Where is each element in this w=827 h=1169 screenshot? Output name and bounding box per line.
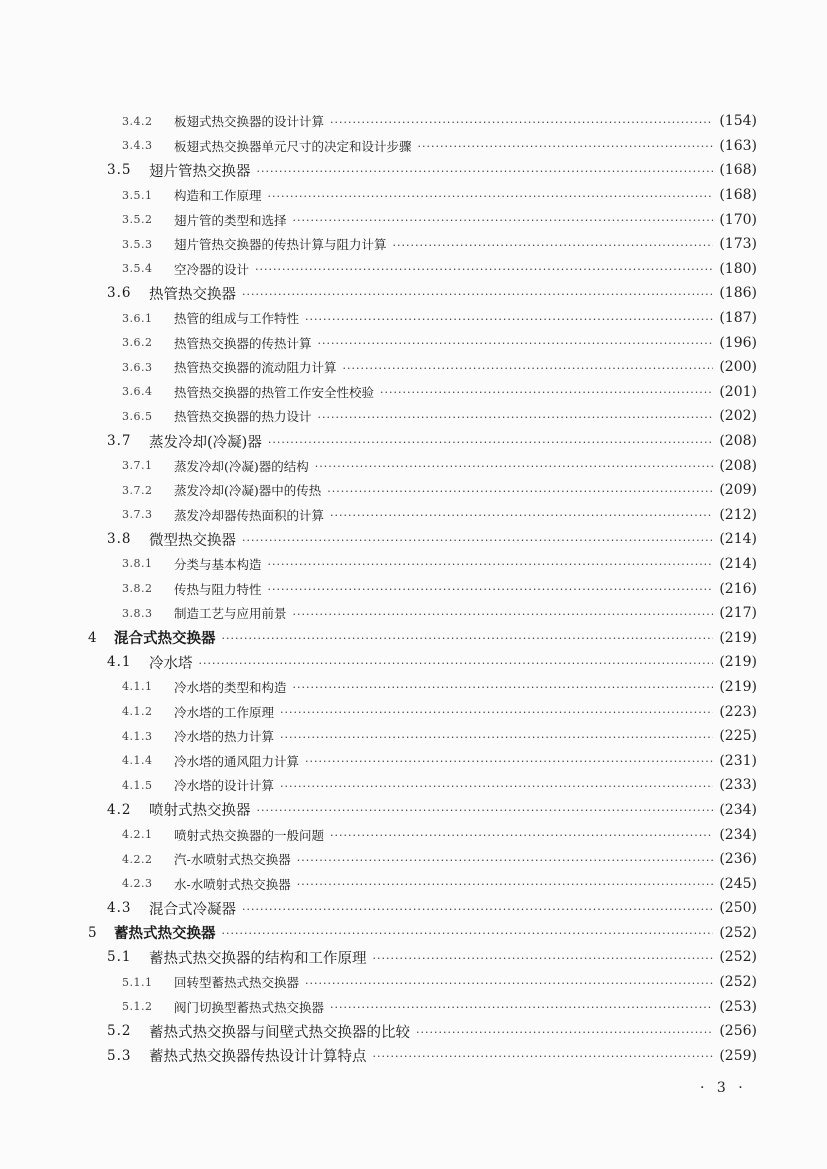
toc-entry-page: (208): [719, 457, 757, 474]
toc-entry-number: 4.1.5: [122, 778, 153, 792]
toc-entry[interactable]: [0, 896, 757, 921]
toc-entry-title: 蓄热式热交换器: [114, 926, 216, 943]
toc-entry-number: 3.5.2: [122, 213, 153, 227]
toc-entry[interactable]: [0, 822, 757, 847]
dot-leader: [297, 854, 714, 867]
toc-entry-title: 构造和工作原理: [174, 188, 262, 204]
dot-leader: [330, 116, 713, 129]
toc-entry-title: 翅片管热交换器: [149, 163, 251, 180]
toc-entry-number: 3.5.3: [122, 237, 153, 251]
toc-entry-title: 蒸发冷却(冷凝)器中的传热: [174, 483, 322, 499]
dot-leader: [380, 386, 713, 399]
toc-entry-page: (252): [719, 974, 757, 991]
toc-entry[interactable]: [0, 232, 757, 257]
toc-entry-title: 翅片管的类型和选择: [174, 212, 287, 228]
toc-entry-title: 喷射式热交换器: [149, 803, 251, 820]
toc-entry[interactable]: [0, 921, 757, 946]
toc-entry-page: (231): [719, 752, 757, 769]
toc-entry[interactable]: [0, 109, 757, 134]
toc-entry[interactable]: [0, 503, 757, 528]
toc-entry-title: 冷水塔的工作原理: [174, 704, 275, 720]
toc-entry[interactable]: [0, 330, 757, 355]
toc-entry-number: 4.2.1: [122, 828, 153, 842]
toc-entry[interactable]: [0, 601, 757, 626]
dot-leader: [343, 362, 714, 375]
toc-entry-number: 3.8.2: [122, 582, 153, 596]
dot-leader: [373, 1050, 714, 1063]
toc-entry[interactable]: [0, 650, 757, 675]
toc-entry[interactable]: [0, 380, 757, 405]
toc-entry-page: (245): [719, 875, 757, 892]
toc-entry-number: 3.8: [107, 531, 132, 548]
toc-entry-number: 3.7.1: [122, 459, 153, 473]
toc-entry-page: (187): [719, 310, 757, 327]
dot-leader: [257, 804, 714, 817]
toc-entry[interactable]: [0, 994, 757, 1019]
toc-entry-number: 3.7: [107, 433, 132, 450]
toc-entry-page: (170): [719, 211, 757, 228]
toc-entry-page: (253): [719, 998, 757, 1015]
toc-entry-page: (236): [719, 851, 757, 868]
dot-leader: [305, 755, 713, 768]
toc-entry-title: 蓄热式热交换器与间壁式热交换器的比较: [149, 1024, 410, 1041]
dot-leader: [297, 878, 714, 891]
toc-entry-title: 分类与基本构造: [174, 556, 262, 572]
toc-entry-title: 热管的组成与工作特性: [174, 311, 300, 327]
toc-entry-number: 4.2.2: [122, 852, 153, 866]
toc-entry-page: (219): [719, 654, 757, 671]
toc-entry-title: 汽-水喷射式热交换器: [174, 852, 291, 868]
toc-entry[interactable]: [0, 183, 757, 208]
toc-entry-page: (250): [719, 900, 757, 917]
toc-entry-number: 3.6.4: [122, 385, 153, 399]
toc-entry-title: 热管热交换器: [149, 286, 236, 303]
toc-entry[interactable]: [0, 625, 757, 650]
page-number: · 3 ·: [700, 1080, 747, 1096]
toc-entry-number: 3.6.2: [122, 336, 153, 350]
dot-leader: [242, 288, 713, 301]
toc-entry-title: 冷水塔: [149, 655, 193, 672]
toc-entry-page: (168): [719, 187, 757, 204]
toc-entry-number: 5.1.1: [122, 975, 153, 989]
toc-entry[interactable]: [0, 207, 757, 232]
toc-entry[interactable]: [0, 404, 757, 429]
toc-entry[interactable]: [0, 798, 757, 823]
toc-entry[interactable]: [0, 552, 757, 577]
dot-leader: [255, 263, 713, 276]
toc-entry-number: 4.1: [107, 654, 132, 671]
toc-entry-page: (208): [719, 433, 757, 450]
dot-leader: [222, 927, 714, 940]
toc-entry-page: (154): [719, 113, 757, 130]
toc-entry-page: (214): [719, 555, 757, 572]
toc-entry[interactable]: [0, 158, 757, 183]
toc-entry-number: 4: [88, 629, 97, 646]
dot-leader: [330, 1001, 713, 1014]
toc-entry-title: 冷水塔的热力计算: [174, 729, 275, 745]
toc-entry-title: 冷水塔的设计计算: [174, 778, 275, 794]
toc-entry-number: 5: [88, 924, 97, 941]
toc-entry-number: 3.7.3: [122, 508, 153, 522]
dot-leader: [315, 460, 714, 473]
dot-leader: [268, 190, 714, 203]
toc-entry[interactable]: [0, 576, 757, 601]
toc-entry-title: 热管热交换器的热管工作安全性校验: [174, 384, 375, 400]
toc-entry-number: 5.1: [107, 949, 132, 966]
dot-leader: [199, 657, 714, 670]
toc-entry-page: (173): [719, 236, 757, 253]
toc-entry[interactable]: [0, 453, 757, 478]
toc-entry-title: 空冷器的设计: [174, 261, 250, 277]
toc-entry-page: (202): [719, 408, 757, 425]
toc-entry-title: 制造工艺与应用前景: [174, 606, 287, 622]
toc-entry-number: 3.5.4: [122, 262, 153, 276]
toc-entry[interactable]: [0, 724, 757, 749]
toc-entry-title: 混合式热交换器: [114, 631, 216, 648]
toc-entry[interactable]: [0, 478, 757, 503]
toc-entry[interactable]: [0, 1019, 757, 1044]
toc-entry-number: 4.2: [107, 801, 132, 818]
toc-entry-page: (163): [719, 137, 757, 154]
toc-entry-page: (259): [719, 1047, 757, 1064]
dot-leader: [293, 214, 714, 227]
toc-entry[interactable]: [0, 257, 757, 282]
toc-entry-number: 3.7.2: [122, 483, 153, 497]
toc-entry-title: 传热与阻力特性: [174, 581, 262, 597]
toc-entry-number: 4.3: [107, 900, 132, 917]
toc-entry[interactable]: [0, 945, 757, 970]
toc-entry-page: (180): [719, 260, 757, 277]
toc-entry[interactable]: [0, 773, 757, 798]
toc-entry-title: 蓄热式热交换器传热设计计算特点: [149, 1049, 367, 1066]
toc-entry-number: 3.6.5: [122, 409, 153, 423]
toc-entry-page: (216): [719, 580, 757, 597]
dot-leader: [257, 165, 714, 178]
toc-entry-page: (196): [719, 334, 757, 351]
toc-entry-number: 5.3: [107, 1047, 132, 1064]
dot-leader: [373, 952, 714, 965]
toc-entry-page: (209): [719, 482, 757, 499]
toc-entry-page: (219): [719, 629, 757, 646]
toc-entry-title: 阀门切换型蓄热式热交换器: [174, 999, 325, 1015]
toc-entry[interactable]: [0, 355, 757, 380]
toc-entry-page: (233): [719, 777, 757, 794]
toc-entry[interactable]: [0, 527, 757, 552]
toc-entry-number: 3.5.1: [122, 188, 153, 202]
dot-leader: [222, 632, 714, 645]
toc-entry-number: 4.1.2: [122, 705, 153, 719]
toc-entry[interactable]: [0, 847, 757, 872]
toc-entry-number: 3.5: [107, 162, 132, 179]
toc-entry[interactable]: [0, 134, 757, 159]
toc-entry-page: (256): [719, 1023, 757, 1040]
toc-entry-number: 3.6.1: [122, 311, 153, 325]
dot-leader: [305, 977, 713, 990]
toc-entry-title: 板翅式热交换器单元尺寸的决定和设计步骤: [174, 138, 412, 154]
toc-entry-number: 3.4.3: [122, 139, 153, 153]
dot-leader: [280, 780, 713, 793]
dot-leader: [268, 558, 714, 571]
dot-leader: [416, 1026, 713, 1039]
toc-entry-page: (234): [719, 826, 757, 843]
toc-entry-title: 回转型蓄热式热交换器: [174, 975, 300, 991]
dot-leader: [305, 313, 713, 326]
toc-entry-title: 翅片管热交换器的传热计算与阻力计算: [174, 237, 387, 253]
toc-entry[interactable]: [0, 1044, 757, 1069]
dot-leader: [242, 534, 713, 547]
toc-entry-title: 喷射式热交换器的一般问题: [174, 827, 325, 843]
dot-leader: [280, 731, 713, 744]
dot-leader: [330, 509, 713, 522]
dot-leader: [330, 829, 713, 842]
toc-entry-page: (168): [719, 162, 757, 179]
toc-entry-title: 微型热交换器: [149, 532, 236, 549]
toc-entry[interactable]: [0, 281, 757, 306]
toc-entry-page: (214): [719, 531, 757, 548]
dot-leader: [280, 706, 713, 719]
toc-entry-title: 冷水塔的类型和构造: [174, 679, 287, 695]
dot-leader: [393, 239, 714, 252]
toc-entry-number: 5.1.2: [122, 1000, 153, 1014]
toc-entry-page: (223): [719, 703, 757, 720]
toc-entry-number: 5.2: [107, 1023, 132, 1040]
dot-leader: [268, 583, 714, 596]
toc-entry-page: (212): [719, 506, 757, 523]
toc-entry-title: 蒸发冷却(冷凝)器的结构: [174, 458, 309, 474]
toc-entry[interactable]: [0, 306, 757, 331]
toc-entry-number: 4.2.3: [122, 877, 153, 891]
toc-entry-number: 3.6.3: [122, 360, 153, 374]
toc-entry-number: 3.6: [107, 285, 132, 302]
dot-leader: [327, 485, 713, 498]
toc-entry-page: (217): [719, 605, 757, 622]
toc-entry[interactable]: [0, 429, 757, 454]
toc-entry-page: (200): [719, 359, 757, 376]
toc-entry-number: 4.1.1: [122, 680, 153, 694]
toc-entry-title: 蓄热式热交换器的结构和工作原理: [149, 950, 367, 967]
toc-entry-title: 板翅式热交换器的设计计算: [174, 114, 325, 130]
toc-entry-title: 水-水喷射式热交换器: [174, 876, 291, 892]
toc-entry[interactable]: [0, 675, 757, 700]
toc-entry-title: 蒸发冷却器传热面积的计算: [174, 507, 325, 523]
toc-entry-title: 热管热交换器的流动阻力计算: [174, 360, 337, 376]
toc-entry-number: 3.8.3: [122, 606, 153, 620]
dot-leader: [268, 436, 714, 449]
toc-entry-title: 热管热交换器的传热计算: [174, 335, 312, 351]
toc-entry-number: 4.1.4: [122, 754, 153, 768]
toc-entry[interactable]: [0, 970, 757, 995]
toc-entry-page: (225): [719, 728, 757, 745]
toc-entry-page: (234): [719, 801, 757, 818]
toc-entry-title: 混合式冷凝器: [149, 901, 236, 918]
toc-entry-page: (201): [719, 383, 757, 400]
toc-entry-page: (186): [719, 285, 757, 302]
toc-entry[interactable]: [0, 748, 757, 773]
toc-entry-title: 冷水塔的通风阻力计算: [174, 753, 300, 769]
dot-leader: [242, 903, 713, 916]
toc-entry-page: (252): [719, 924, 757, 941]
dot-leader: [318, 337, 714, 350]
toc-entry[interactable]: [0, 699, 757, 724]
toc-entry-page: (252): [719, 949, 757, 966]
toc-entry-title: 蒸发冷却(冷凝)器: [149, 434, 262, 451]
toc-entry-number: 3.8.1: [122, 557, 153, 571]
dot-leader: [318, 411, 714, 424]
toc-entry-number: 3.4.2: [122, 114, 153, 128]
dot-leader: [418, 140, 714, 153]
toc-entry-page: (219): [719, 678, 757, 695]
dot-leader: [293, 608, 714, 621]
table-of-contents: [0, 109, 827, 1068]
toc-entry-title: 热管热交换器的热力设计: [174, 409, 312, 425]
dot-leader: [293, 681, 714, 694]
toc-entry[interactable]: [0, 871, 757, 896]
toc-entry-number: 4.1.3: [122, 729, 153, 743]
